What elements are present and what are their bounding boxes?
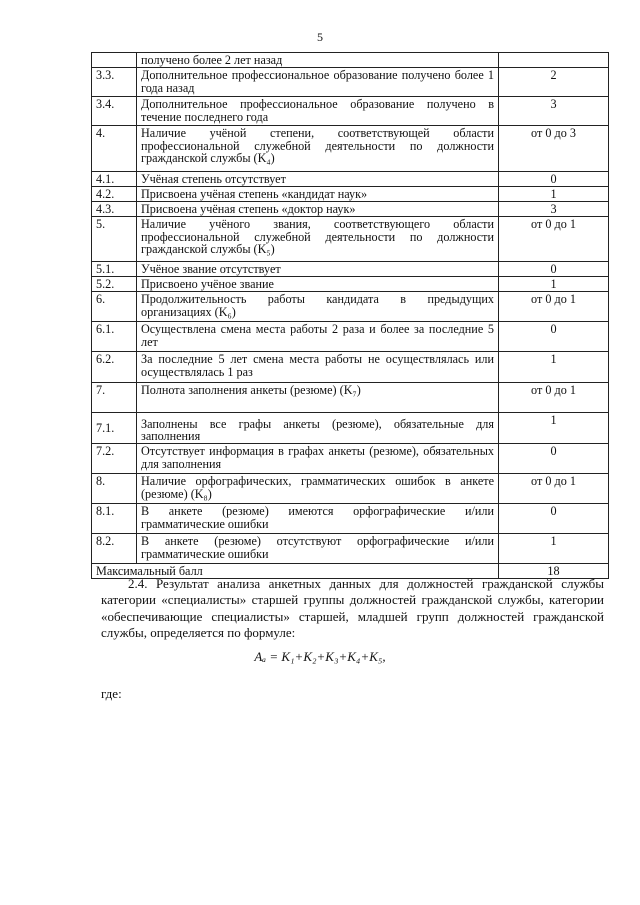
row-number bbox=[92, 53, 137, 68]
row-score: 0 bbox=[499, 172, 609, 187]
table-row bbox=[92, 126, 609, 172]
row-description: Наличие учёной степени, соответствующей области профессиональной служебной деятельности по должности гражданской службы (K₄) bbox=[137, 126, 499, 172]
row-number: 4.3. bbox=[92, 202, 137, 217]
page-number: 5 bbox=[317, 30, 323, 44]
row-description: Осуществлена смена места работы 2 раза и более за последние 5 лет bbox=[137, 322, 499, 352]
row-score: от 0 до 1 bbox=[499, 292, 609, 322]
table-row bbox=[92, 217, 609, 262]
table-row bbox=[92, 262, 609, 277]
row-score: от 0 до 1 bbox=[499, 474, 609, 504]
row-number: 6.1. bbox=[92, 322, 137, 352]
row-number: 6. bbox=[92, 292, 137, 322]
row-score: 0 bbox=[499, 322, 609, 352]
table-row bbox=[92, 97, 609, 126]
row-number: 5.2. bbox=[92, 277, 137, 292]
table-row bbox=[92, 172, 609, 187]
table-row bbox=[92, 68, 609, 97]
row-description: Дополнительное профессиональное образование получено более 1 года назад bbox=[137, 68, 499, 97]
row-score: 1 bbox=[499, 352, 609, 383]
table-row bbox=[92, 277, 609, 292]
row-number: 5. bbox=[92, 217, 137, 262]
row-description: Учёное звание отсутствует bbox=[137, 262, 499, 277]
row-score: от 0 до 3 bbox=[499, 126, 609, 172]
row-score: 0 bbox=[499, 504, 609, 534]
row-description: Учёная степень отсутствует bbox=[137, 172, 499, 187]
row-description: Заполнены все графы анкеты (резюме), обязательные для заполнения bbox=[137, 413, 499, 444]
row-score bbox=[499, 53, 609, 68]
row-score: 2 bbox=[499, 68, 609, 97]
row-description: За последние 5 лет смена места работы не осуществлялась или осуществлялась 1 раз bbox=[137, 352, 499, 383]
row-description: Продолжительность работы кандидата в предыдущих организациях (K₆) bbox=[137, 292, 499, 322]
row-score: 1 bbox=[499, 277, 609, 292]
total-score: 18 bbox=[499, 564, 609, 579]
criteria-table bbox=[91, 52, 609, 579]
table-row bbox=[92, 352, 609, 383]
row-description: Присвоена учёная степень «доктор наук» bbox=[137, 202, 499, 217]
row-description: Наличие учёного звания, соответствующего области профессиональной служебной деятельности по должности гражданской службы (K₅) bbox=[137, 217, 499, 262]
table-row bbox=[92, 292, 609, 322]
row-number: 7.2. bbox=[92, 444, 137, 474]
row-number: 4.2. bbox=[92, 187, 137, 202]
row-score: от 0 до 1 bbox=[499, 217, 609, 262]
row-score: 3 bbox=[499, 202, 609, 217]
row-number: 7.1. bbox=[92, 413, 137, 444]
table-row bbox=[92, 474, 609, 504]
row-description: Полнота заполнения анкеты (резюме) (K₇) bbox=[137, 383, 499, 413]
row-description: Присвоена учёная степень «кандидат наук» bbox=[137, 187, 499, 202]
row-number: 3.3. bbox=[92, 68, 137, 97]
row-description: В анкете (резюме) отсутствуют орфографические и/или грамматические ошибки bbox=[137, 534, 499, 564]
row-description: Дополнительное профессиональное образование получено в течение последнего года bbox=[137, 97, 499, 126]
row-number: 8.2. bbox=[92, 534, 137, 564]
row-number: 3.4. bbox=[92, 97, 137, 126]
row-number: 8.1. bbox=[92, 504, 137, 534]
row-number: 4.1. bbox=[92, 172, 137, 187]
table-row bbox=[92, 504, 609, 534]
row-number: 4. bbox=[92, 126, 137, 172]
row-number: 7. bbox=[92, 383, 137, 413]
body-paragraph: 2.4. Результат анализа анкетных данных для должностей гражданской службы категории «специалисты» старшей группы должностей гражданской службы, категории «обеспечивающие специалисты» старшей, младшей групп должностей гражданской службы, определяется по формуле: bbox=[101, 576, 604, 641]
row-score: от 0 до 1 bbox=[499, 383, 609, 413]
row-score: 3 bbox=[499, 97, 609, 126]
table-row bbox=[92, 534, 609, 564]
where-label: где: bbox=[101, 686, 122, 701]
row-number: 5.1. bbox=[92, 262, 137, 277]
row-description: Присвоено учёное звание bbox=[137, 277, 499, 292]
row-score: 1 bbox=[499, 187, 609, 202]
row-score: 0 bbox=[499, 262, 609, 277]
row-description: В анкете (резюме) имеются орфографические и/или грамматические ошибки bbox=[137, 504, 499, 534]
row-description: получено более 2 лет назад bbox=[137, 53, 499, 68]
row-score: 1 bbox=[499, 413, 609, 444]
row-number: 8. bbox=[92, 474, 137, 504]
formula: Aₐ = K₁+K₂+K₃+K₄+K₅, bbox=[254, 649, 386, 664]
row-number: 6.2. bbox=[92, 352, 137, 383]
table-row bbox=[92, 383, 609, 413]
row-score: 1 bbox=[499, 534, 609, 564]
total-label: Максимальный балл bbox=[92, 564, 499, 579]
table-row bbox=[92, 187, 609, 202]
row-description: Наличие орфографических, грамматических ошибок в анкете (резюме) (K₈) bbox=[137, 474, 499, 504]
table-row bbox=[92, 322, 609, 352]
table-row bbox=[92, 413, 609, 444]
row-score: 0 bbox=[499, 444, 609, 474]
table-row bbox=[92, 202, 609, 217]
row-description: Отсутствует информация в графах анкеты (резюме), обязательных для заполнения bbox=[137, 444, 499, 474]
table-row bbox=[92, 444, 609, 474]
table-row bbox=[92, 53, 609, 68]
